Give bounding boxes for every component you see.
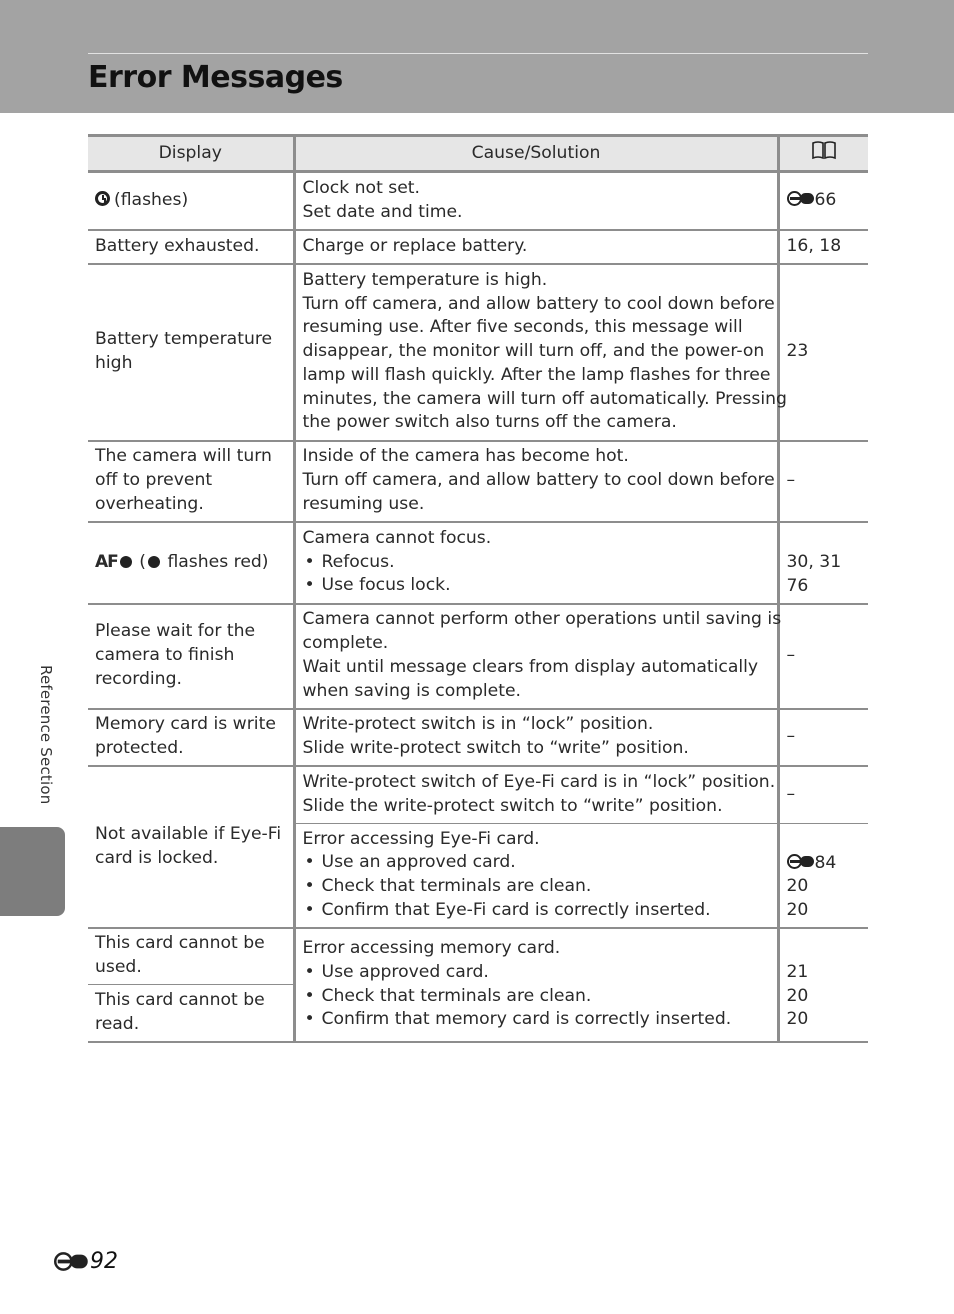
cause-line: Write-protect switch of Eye-Fi card is in “lock” position.: [302, 771, 776, 792]
cause-line: disappear, the monitor will turn off, and the power-on: [302, 341, 765, 362]
header-display: Display: [88, 136, 294, 172]
cause-line: resuming use. After five seconds, this message will: [302, 317, 743, 338]
ref-page: 16, 18: [778, 230, 868, 264]
cause-line: Turn off camera, and allow battery to cool down before: [302, 470, 775, 491]
ref-page: 76: [786, 575, 809, 596]
bullet-item: • Confirm that Eye-Fi card is correctly inserted.: [303, 899, 770, 923]
table-row: [88, 766, 868, 824]
cause-line: complete.: [302, 633, 389, 654]
display-text: Battery exhausted.: [88, 230, 294, 264]
ref-page: –: [778, 766, 868, 824]
bullet-item: • Confirm that memory card is correctly inserted.: [303, 1008, 770, 1032]
table-row: [88, 264, 868, 441]
cause-line: the power switch also turns off the camera.: [302, 412, 677, 433]
table-row: [88, 709, 868, 766]
cause-line: Battery temperature is high.: [302, 269, 548, 290]
page-title: Error Messages: [88, 60, 343, 95]
table-row: [88, 604, 868, 709]
table-header-row: [88, 136, 868, 172]
ref-page: 21: [786, 961, 809, 982]
reference-section-icon: [54, 1252, 88, 1271]
bullet-item: • Use an approved card.: [303, 851, 770, 875]
book-reference-icon: [811, 140, 837, 160]
cause-line: Camera cannot perform other operations until saving is: [302, 609, 782, 630]
section-tab: [0, 827, 65, 916]
display-line: Memory card is write: [95, 714, 276, 735]
cause-line: resuming use.: [302, 493, 425, 514]
table-row: [88, 230, 868, 264]
header-reference: [778, 136, 868, 172]
header-band: [0, 0, 954, 113]
table-row: [88, 172, 868, 230]
display-line: Please wait for the: [95, 621, 256, 642]
display-line: recording.: [95, 668, 182, 689]
cause-line: lamp will flash quickly. After the lamp flashes for three: [302, 364, 771, 385]
bullet-item: • Use focus lock.: [303, 574, 770, 598]
ref-page: 84: [814, 852, 837, 873]
reference-section-icon: [787, 854, 814, 869]
cause-line: Inside of the camera has become hot.: [302, 446, 629, 467]
display-line: read.: [95, 1013, 140, 1034]
ref-page: 30, 31: [786, 551, 842, 572]
cause-line: Charge or replace battery.: [294, 230, 778, 264]
cause-line: Slide write-protect switch to “write” position.: [302, 738, 689, 758]
ref-page: 20: [786, 1009, 809, 1030]
ref-page: 20: [786, 876, 809, 897]
display-line: Not available if Eye-Fi: [95, 823, 282, 844]
page-number: 92: [54, 1249, 118, 1274]
cause-line: Error accessing memory card.: [302, 937, 561, 958]
display-line: camera to finish: [95, 645, 235, 666]
display-line: overheating.: [95, 493, 204, 514]
cause-line: Wait until message clears from display automatically: [302, 657, 759, 677]
ref-page: –: [778, 709, 868, 766]
ref-page: 23: [778, 264, 868, 441]
display-line: The camera will turn: [95, 446, 272, 467]
focus-indicator-icon: [120, 556, 132, 568]
af-focus-icon: AF: [95, 552, 134, 572]
display-line: card is locked.: [95, 847, 219, 868]
display-line: Battery temperature: [95, 329, 273, 350]
display-line: off to prevent: [95, 470, 213, 491]
display-line: used.: [95, 957, 142, 978]
table-row: [88, 441, 868, 522]
focus-indicator-icon: [148, 556, 160, 568]
cause-line: Clock not set.: [302, 177, 421, 198]
section-side-label: Reference Section: [37, 665, 55, 805]
display-line: This card cannot be: [95, 989, 265, 1010]
bullet-item: • Check that terminals are clean.: [303, 875, 770, 899]
cause-line: Turn off camera, and allow battery to cool down before: [302, 293, 775, 314]
cause-line: Error accessing Eye-Fi card.: [302, 828, 540, 849]
cause-line: Camera cannot focus.: [302, 527, 492, 548]
error-messages-table: [88, 134, 868, 1043]
cause-line: when saving is complete.: [302, 680, 522, 701]
display-line: high: [95, 353, 133, 373]
ref-page: 20: [786, 900, 809, 921]
bullet-item: • Check that terminals are clean.: [303, 985, 770, 1009]
header-cause-solution: Cause/Solution: [294, 136, 778, 172]
bullet-item: • Use approved card.: [303, 961, 770, 985]
display-line: This card cannot be: [95, 933, 265, 954]
table-row: AF ( flashes red) Camera cannot focus. • Refocus. • Use focus lock. 30, 31 76: [88, 522, 868, 604]
ref-page: 66: [814, 189, 837, 210]
cause-line: Slide the write-protect switch to “write” position.: [302, 795, 723, 816]
reference-section-icon: [787, 191, 814, 206]
bullet-item: • Refocus.: [303, 551, 770, 575]
display-line: protected.: [95, 738, 184, 758]
cause-line: Set date and time.: [302, 201, 463, 222]
display-text: (flashes): [114, 189, 189, 210]
cause-line: Write-protect switch is in “lock” position.: [302, 714, 654, 735]
table-row: [88, 928, 868, 985]
cause-line: minutes, the camera will turn off automatically. Pressing: [302, 388, 787, 409]
header-rule: [88, 53, 868, 54]
clock-icon: [95, 191, 110, 206]
ref-page: –: [778, 604, 868, 709]
ref-page: –: [778, 441, 868, 522]
ref-page: 20: [786, 985, 809, 1006]
